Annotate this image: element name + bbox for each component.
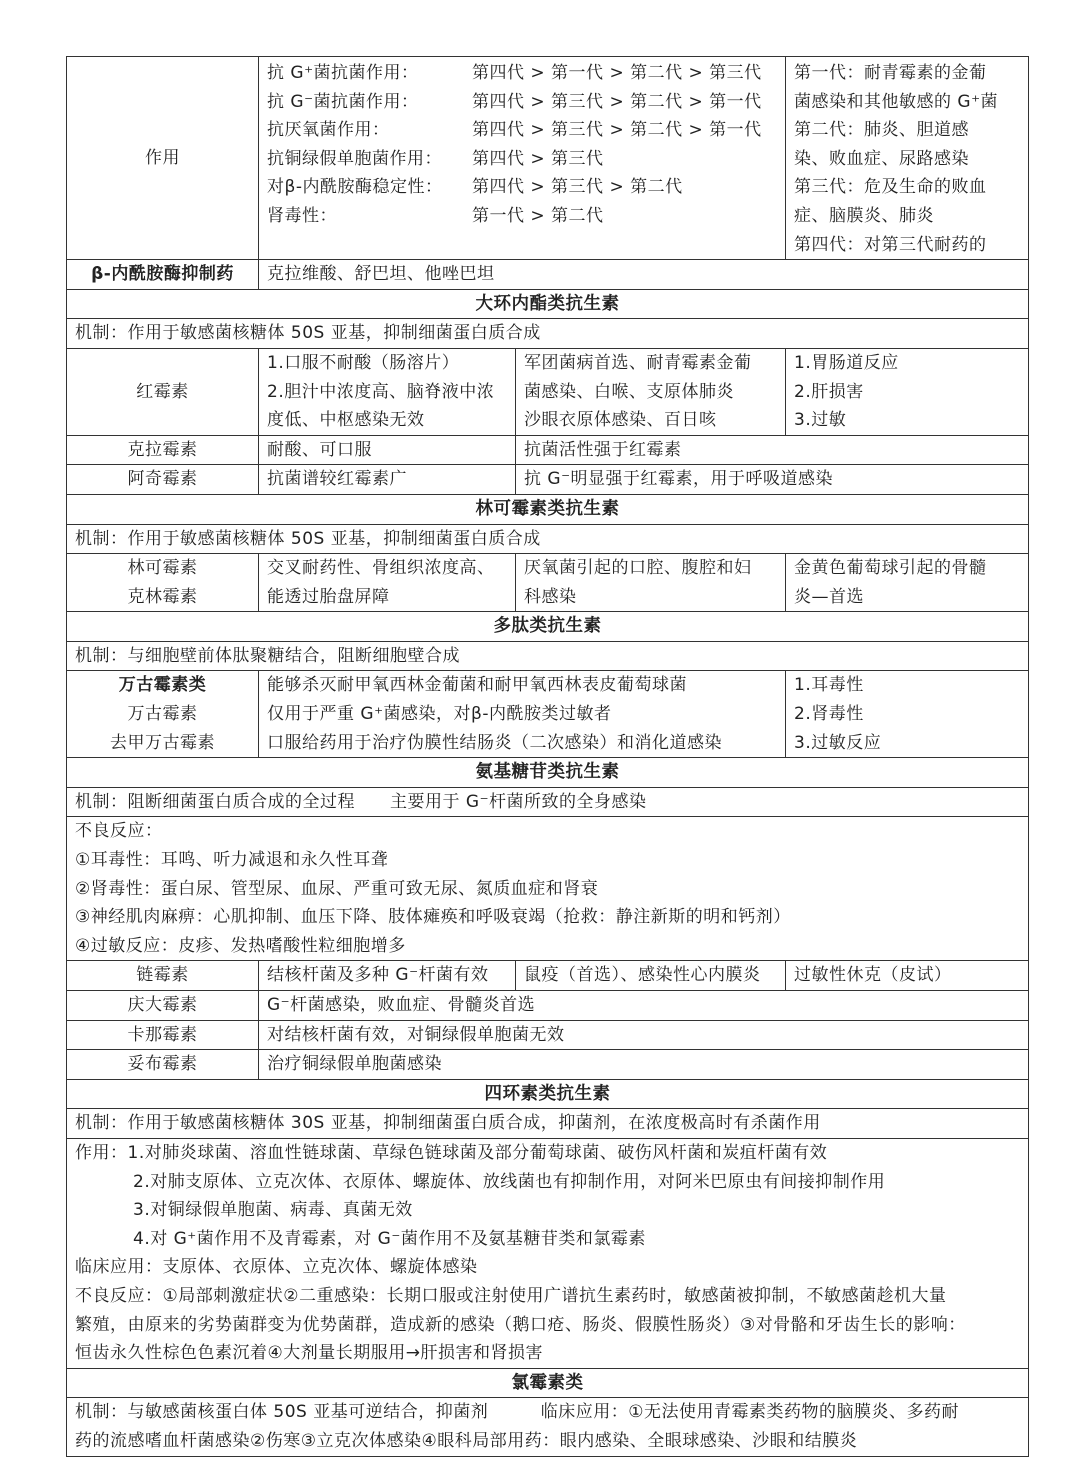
chloram-title: 氯霉素类 xyxy=(67,1368,1029,1398)
vancomycin-row: 万古霉素类 万古霉素 去甲万古霉素 能够杀灭耐甲氧西林金葡菌和耐甲氧西林表皮葡萄球菌 仅用于严重 G⁺菌感染，对β-内酰胺类过敏者 口服给药用于治疗伪膜性结肠炎（二次感染）和消化道感染 1.耳毒性 2.肾毒性 3.过敏反应 xyxy=(67,671,1029,758)
gen-row: 肾毒性： 第一代 > 第二代 xyxy=(267,205,604,226)
gen-row: 抗 G⁻菌抗菌作用： 第四代 > 第三代 > 第二代 > 第一代 xyxy=(267,91,762,112)
clarithromycin-row: 克拉霉素 耐酸、可口服 抗菌活性强于红霉素 xyxy=(67,435,1029,465)
gentamicin-row: 庆大霉素 G⁻杆菌感染，败血症、骨髓炎首选 xyxy=(67,991,1029,1021)
erythromycin-row xyxy=(67,348,1029,435)
ceph-generations xyxy=(259,57,786,260)
ceph-row xyxy=(67,57,1029,260)
erythromycin-name: 红霉素 xyxy=(67,348,259,435)
blac-label: β-内酰胺酶抑制药 xyxy=(67,260,259,290)
tetra-details: 作用：1.对肺炎球菌、溶血性链球菌、草绿色链球菌及部分葡萄球菌、破伤风杆菌和炭疽杆菌有效 2.对肺支原体、立克次体、衣原体、螺旋体、放线菌也有抑制作用，对阿米巴原虫有间接抑制作用 3.对铜绿假单胞菌、病毒、真菌无效 4.对 G⁺菌作用不及青霉素，对 G⁻菌作用不及氨基糖苷类和氯霉素 临床应用：支原体、衣原体、立克次体、螺旋体感染 不良反应：①局部刺激症状②二重感染：长期口服或注射使用广谱抗生素药时，敏感菌被抑制，不敏感菌趁机大量 繁殖，由原来的劣势菌群变为优势菌群，造成新的感染（鹅口疮、肠炎、假膜性肠炎）③对骨骼和牙齿生长的影响： 恒齿永久性棕色色素沉着④大剂量长期服用→肝损害和肾损害 xyxy=(67,1138,1029,1368)
ceph-uses: 第一代：耐青霉素的金葡 菌感染和其他敏感的 G⁺菌 第二代：肺炎、胆道感 染、败血症、尿路感染 第三代：危及生命的败血 症、脑膜炎、肺炎 第四代：对第三代耐药的 xyxy=(786,57,1029,260)
erythromycin-uses: 军团菌病首选、耐青霉素金葡 菌感染、白喉、支原体肺炎 沙眼衣原体感染、百日咳 xyxy=(516,348,786,435)
lincomycin-names: 林可霉素 克林霉素 xyxy=(67,554,259,612)
lincomycin-row: 林可霉素 克林霉素 交叉耐药性、骨组织浓度高、 能透过胎盘屏障 厌氧菌引起的口腔、腹腔和妇 科感染 金黄色葡萄球引起的骨髓 炎—首选 xyxy=(67,554,1029,612)
lincomycin-mechanism: 机制：作用于敏感菌核糖体 50S 亚基，抑制细菌蛋白质合成 xyxy=(67,524,1029,554)
tetra-title: 四环素类抗生素 xyxy=(67,1079,1029,1109)
tobramycin-row: 妥布霉素 治疗铜绿假单胞菌感染 xyxy=(67,1050,1029,1080)
peptide-mechanism: 机制：与细胞壁前体肽聚糖结合，阻断细胞壁合成 xyxy=(67,641,1029,671)
tetra-mechanism: 机制：作用于敏感菌核糖体 30S 亚基，抑制细菌蛋白质合成，抑菌剂，在浓度极高时有杀菌作用 xyxy=(67,1109,1029,1139)
erythromycin-adr: 1.胃肠道反应 2.肝损害 3.过敏 xyxy=(786,348,1029,435)
blac-drugs: 克拉维酸、舒巴坦、他唑巴坦 xyxy=(259,260,1029,290)
lincomycin-title: 林可霉素类抗生素 xyxy=(67,494,1029,524)
azithromycin-row: 阿奇霉素 抗菌谱较红霉素广 抗 G⁻明显强于红霉素，用于呼吸道感染 xyxy=(67,465,1029,495)
erythromycin-features: 1.口服不耐酸（肠溶片） 2.胆汁中浓度高、脑脊液中浓 度低、中枢感染无效 xyxy=(259,348,516,435)
gen-row: 抗 G⁺菌抗菌作用： 第四代 > 第一代 > 第二代 > 第三代 xyxy=(267,63,762,83)
amino-title: 氨基糖苷类抗生素 xyxy=(67,758,1029,788)
antibiotic-table xyxy=(66,56,1029,1457)
macrolide-mechanism: 机制：作用于敏感菌核糖体 50S 亚基，抑制细菌蛋白质合成 xyxy=(67,319,1029,349)
vancomycin-names: 万古霉素类 万古霉素 去甲万古霉素 xyxy=(67,671,259,758)
ceph-label: 作用 xyxy=(67,57,259,260)
blac-row xyxy=(67,260,1029,290)
gen-row: 对β-内酰胺酶稳定性： 第四代 > 第三代 > 第二代 xyxy=(267,177,683,198)
gen-row: 抗铜绿假单胞菌作用： 第四代 > 第三代 xyxy=(267,148,604,169)
chloram-mechanism: 机制：与敏感菌核蛋白体 50S 亚基可逆结合，抑菌剂 临床应用：①无法使用青霉素类药物的脑膜炎、多药耐 药的流感嗜血杆菌感染②伤寒③立克次体感染④眼科局部用药：眼内感染、全眼球感染、沙眼和结膜炎 xyxy=(67,1398,1029,1456)
amino-adr: 不良反应： ①耳毒性：耳鸣、听力减退和永久性耳聋 ②肾毒性：蛋白尿、管型尿、血尿、严重可致无尿、氮质血症和肾衰 ③神经肌肉麻痹：心肌抑制、血压下降、肢体瘫痪和呼吸衰竭（抢救：静注新斯的明和钙剂） ④过敏反应：皮疹、发热嗜酸性粒细胞增多 xyxy=(67,817,1029,961)
macrolide-title: 大环内酯类抗生素 xyxy=(67,289,1029,319)
streptomycin-row: 链霉素 结核杆菌及多种 G⁻杆菌有效 鼠疫（首选）、感染性心内膜炎 过敏性休克（皮试） xyxy=(67,961,1029,991)
gen-row: 抗厌氧菌作用： 第四代 > 第三代 > 第二代 > 第一代 xyxy=(267,120,762,141)
peptide-title: 多肽类抗生素 xyxy=(67,612,1029,642)
amino-mechanism: 机制：阻断细菌蛋白质合成的全过程 主要用于 G⁻杆菌所致的全身感染 xyxy=(67,787,1029,817)
kanamycin-row: 卡那霉素 对结核杆菌有效，对铜绿假单胞菌无效 xyxy=(67,1020,1029,1050)
